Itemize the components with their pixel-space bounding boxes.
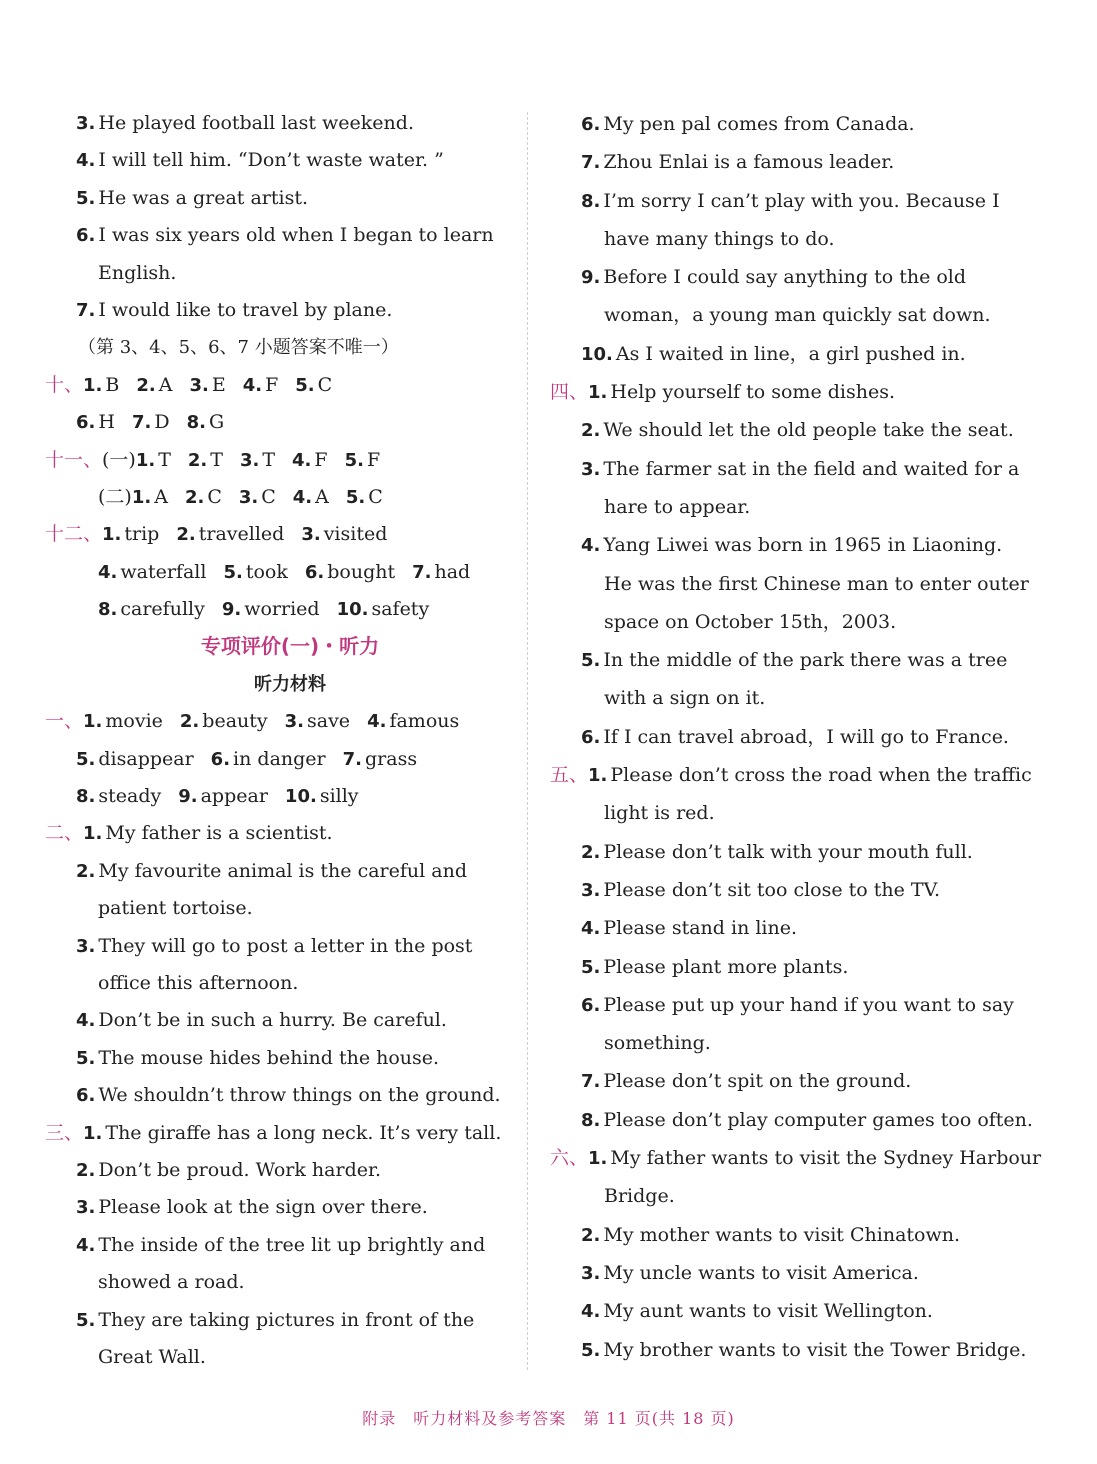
text-span: Don’t be in such a hurry. Be careful. bbox=[98, 1009, 447, 1032]
answer-line bbox=[45, 142, 505, 179]
item-number: 4. bbox=[292, 486, 313, 508]
text-span: save bbox=[307, 710, 351, 733]
item-number: 4. bbox=[581, 535, 601, 557]
text-span: office this afternoon. bbox=[98, 971, 299, 994]
text-span: Please put up your hand if you want to say bbox=[603, 993, 1014, 1016]
text-span: A bbox=[154, 485, 168, 508]
text-span: trip bbox=[124, 523, 160, 546]
text-span: light is red. bbox=[604, 802, 715, 825]
text-span: The farmer sat in the field and waited for a bbox=[603, 457, 1020, 480]
item-number: 6. bbox=[581, 726, 601, 748]
item-number: 1. bbox=[588, 1148, 608, 1170]
item-number: 8. bbox=[186, 412, 206, 434]
item-number: 8. bbox=[98, 599, 118, 621]
item-number: 6. bbox=[76, 412, 96, 434]
item-number: 5. bbox=[223, 561, 243, 583]
text-span: D bbox=[154, 411, 170, 434]
item-number: 3. bbox=[238, 486, 259, 508]
item-number: 6. bbox=[581, 994, 601, 1016]
item-number: 4. bbox=[76, 1234, 96, 1256]
section-label: 五、 bbox=[550, 764, 589, 787]
section-10-row-1 bbox=[45, 367, 505, 404]
answer-line-cont bbox=[550, 565, 1029, 603]
text-span: In the middle of the park there was a tree bbox=[603, 649, 1008, 672]
item-number: 7. bbox=[76, 299, 96, 321]
answer-line bbox=[550, 450, 1020, 488]
answer-line bbox=[45, 928, 505, 965]
text-span: Please look at the sign over there. bbox=[98, 1196, 428, 1219]
text-span: We shouldn’t throw things on the ground. bbox=[98, 1084, 501, 1107]
item-number: 5. bbox=[344, 449, 364, 471]
item-number: 3. bbox=[76, 1197, 96, 1219]
answer-line bbox=[550, 718, 1012, 756]
item-number: 8. bbox=[581, 190, 601, 212]
part-1-row-3 bbox=[45, 778, 505, 815]
answer-line-cont bbox=[550, 603, 1012, 641]
item-number: 2. bbox=[179, 711, 200, 733]
answer-line-cont bbox=[550, 488, 1012, 526]
text-span: safety bbox=[371, 598, 430, 621]
text-span: Please don’t talk with your mouth full. bbox=[603, 840, 973, 863]
text-span: C bbox=[368, 485, 383, 508]
item-number: 3. bbox=[581, 1262, 601, 1284]
answer-line-cont bbox=[550, 296, 1012, 334]
section-title: 专项评价(一)・听力 bbox=[200, 634, 380, 659]
text-span: (一) bbox=[102, 448, 136, 471]
answer-line bbox=[45, 1189, 505, 1226]
item-number: 2. bbox=[76, 1159, 96, 1181]
answer-line-cont bbox=[45, 890, 505, 927]
text-span: My uncle wants to visit America. bbox=[603, 1261, 919, 1284]
item-number: 9. bbox=[221, 599, 242, 621]
text-span: G bbox=[208, 411, 225, 434]
part-1-row-2 bbox=[45, 741, 505, 778]
answer-line bbox=[550, 258, 1012, 296]
answer-line bbox=[550, 909, 1012, 947]
answer-line bbox=[550, 373, 1012, 411]
text-span: My favourite animal is the careful and bbox=[98, 859, 467, 882]
item-number: 2. bbox=[581, 420, 601, 442]
item-number: 2. bbox=[581, 1224, 601, 1246]
text-span: T bbox=[210, 448, 223, 471]
text-span: H bbox=[98, 411, 115, 434]
page-footer: 附录 听力材料及参考答案 第 11 页(共 18 页) bbox=[362, 1409, 735, 1428]
text-span: As I waited in line，a girl pushed in. bbox=[615, 342, 966, 365]
text-span: movie bbox=[105, 710, 163, 733]
item-number: 6. bbox=[76, 225, 96, 247]
item-number: 5. bbox=[76, 748, 96, 770]
answer-line bbox=[45, 217, 505, 254]
answer-line-cont bbox=[550, 220, 1012, 258]
text-span: patient tortoise. bbox=[98, 897, 253, 920]
text-span: C bbox=[317, 373, 333, 396]
answer-line-cont bbox=[550, 1024, 1012, 1062]
item-number: 2. bbox=[187, 449, 208, 471]
answer-line bbox=[45, 1302, 505, 1339]
text-span: My mother wants to visit Chinatown. bbox=[603, 1223, 961, 1246]
answer-line bbox=[550, 1254, 1012, 1292]
item-number: 7. bbox=[131, 412, 152, 434]
item-number: 10. bbox=[581, 343, 613, 365]
answer-line-cont bbox=[550, 1177, 1012, 1215]
item-number: 1. bbox=[135, 449, 156, 471]
item-number: 9. bbox=[178, 786, 198, 808]
answer-line bbox=[550, 105, 1012, 143]
item-number: 5. bbox=[581, 956, 601, 978]
answer-line-cont bbox=[45, 1339, 505, 1376]
answer-line bbox=[550, 833, 1012, 871]
item-number: 5. bbox=[581, 650, 601, 672]
text-span: I’m sorry I can’t play with you. Because I bbox=[603, 189, 1000, 212]
sub-title: 听力材料 bbox=[254, 673, 326, 695]
left-column bbox=[45, 105, 505, 1376]
text-span: A bbox=[315, 485, 329, 508]
item-number: 5. bbox=[345, 486, 366, 508]
item-number: 6. bbox=[76, 1085, 96, 1107]
item-number: 4. bbox=[367, 711, 387, 733]
section-12-row-2 bbox=[45, 554, 505, 591]
section-label: 三、 bbox=[45, 1121, 84, 1144]
text-span: Yang Liwei was born in 1965 in Liaoning. bbox=[603, 534, 1003, 557]
item-number: 7. bbox=[342, 748, 362, 770]
text-span: The inside of the tree lit up brightly and bbox=[98, 1233, 486, 1256]
item-number: 1. bbox=[102, 524, 122, 546]
text-span: They are taking pictures in front of the bbox=[98, 1308, 475, 1331]
text-span: Please don’t cross the road when the traffic bbox=[610, 764, 1032, 787]
section-10-row-2 bbox=[45, 404, 505, 441]
answer-line bbox=[550, 411, 1012, 449]
item-number: 4. bbox=[76, 150, 96, 172]
text-span: A bbox=[158, 373, 173, 396]
item-number: 4. bbox=[98, 561, 118, 583]
text-span: F bbox=[314, 448, 328, 471]
item-number: 2. bbox=[581, 841, 601, 863]
item-number: 4. bbox=[292, 449, 312, 471]
text-span: hare to appear. bbox=[604, 495, 751, 518]
text-span: We should let the old people take the seat. bbox=[603, 419, 1014, 442]
item-number: 4. bbox=[581, 1301, 601, 1323]
item-number: 4. bbox=[581, 918, 601, 940]
text-span: C bbox=[207, 485, 222, 508]
text-span: steady bbox=[98, 785, 162, 808]
section-11-row-2 bbox=[45, 479, 505, 516]
text-span: B bbox=[105, 373, 120, 396]
text-span: My brother wants to visit the Tower Bridge. bbox=[603, 1338, 1027, 1361]
text-span: Please don’t play computer games too often. bbox=[603, 1108, 1033, 1131]
text-span: famous bbox=[389, 710, 460, 733]
section-label: 二、 bbox=[45, 822, 84, 845]
answer-line bbox=[550, 526, 1012, 564]
answer-line bbox=[550, 1062, 1012, 1100]
text-span: My father is a scientist. bbox=[105, 822, 333, 845]
text-span: something. bbox=[604, 1032, 711, 1055]
item-number: 8. bbox=[76, 786, 96, 808]
answer-line bbox=[550, 986, 1012, 1024]
text-span: Don’t be proud. Work harder. bbox=[98, 1158, 382, 1181]
item-number: 1. bbox=[588, 765, 608, 787]
text-span: I was six years old when I began to learn bbox=[98, 224, 494, 247]
item-number: 3. bbox=[76, 113, 96, 134]
answer-line-cont bbox=[45, 255, 505, 292]
text-span: He played football last weekend. bbox=[98, 112, 414, 134]
answer-line bbox=[550, 1292, 1012, 1330]
item-number: 5. bbox=[76, 1047, 96, 1069]
section-11-row-1 bbox=[45, 442, 505, 479]
text-span: T bbox=[158, 448, 171, 471]
text-span: took bbox=[245, 560, 288, 583]
item-number: 1. bbox=[83, 711, 103, 733]
answer-line bbox=[45, 1115, 505, 1152]
item-number: 2. bbox=[176, 524, 196, 546]
answer-line bbox=[550, 641, 1012, 679]
item-number: 1. bbox=[588, 382, 608, 404]
item-number: 3. bbox=[284, 711, 304, 733]
answer-line bbox=[45, 1040, 505, 1077]
part-1-row-1 bbox=[45, 703, 505, 740]
text-span: F bbox=[366, 448, 381, 471]
answer-line bbox=[550, 1101, 1033, 1139]
item-number: 10. bbox=[284, 786, 317, 808]
item-number: 6. bbox=[210, 748, 231, 770]
text-span: He was a great artist. bbox=[98, 186, 309, 209]
text-span: (二) bbox=[98, 485, 132, 508]
text-span: Help yourself to some dishes. bbox=[610, 381, 895, 404]
answer-line-cont bbox=[550, 679, 1012, 717]
answer-line bbox=[550, 1139, 1042, 1177]
item-number: 10. bbox=[336, 599, 369, 621]
item-number: 5. bbox=[581, 1339, 601, 1361]
text-span: visited bbox=[323, 523, 388, 546]
answer-line bbox=[45, 180, 505, 217]
answer-line-cont bbox=[45, 965, 505, 1002]
text-span: English. bbox=[98, 261, 177, 284]
answer-line bbox=[550, 1216, 1012, 1254]
item-number: 4. bbox=[76, 1010, 96, 1032]
item-number: 7. bbox=[581, 1071, 601, 1093]
right-column bbox=[550, 105, 1042, 1369]
item-number: 6. bbox=[581, 114, 601, 135]
answer-line bbox=[45, 1077, 505, 1114]
text-span: I would like to travel by plane. bbox=[98, 298, 393, 321]
text-span: Great Wall. bbox=[98, 1345, 206, 1368]
text-span: carefully bbox=[120, 598, 205, 621]
item-number: 7. bbox=[412, 561, 432, 583]
item-number: 6. bbox=[304, 561, 325, 583]
item-number: 1. bbox=[131, 486, 152, 508]
text-span: The mouse hides behind the house. bbox=[98, 1046, 440, 1069]
section-label: 十一、 bbox=[45, 448, 103, 471]
item-number: 8. bbox=[581, 1109, 601, 1131]
text-span: woman，a young man quickly sat down. bbox=[604, 304, 991, 327]
answer-line-cont bbox=[550, 794, 1012, 832]
text-span: had bbox=[434, 560, 471, 583]
item-number: 4. bbox=[242, 374, 263, 396]
text-span: space on October 15th，2003. bbox=[604, 610, 897, 633]
text-span: Please plant more plants. bbox=[603, 955, 849, 978]
item-number: 3. bbox=[189, 374, 209, 396]
text-span: I will tell him. “Don’t waste water. ” bbox=[98, 149, 444, 172]
answer-line bbox=[45, 815, 505, 852]
answer-line bbox=[45, 1152, 505, 1189]
text-span: beauty bbox=[202, 710, 268, 733]
note: （第 3、4、5、6、7 小题答案不唯一） bbox=[78, 337, 399, 359]
text-span: Please stand in line. bbox=[603, 917, 798, 940]
text-span: The giraffe has a long neck. It’s very tall. bbox=[105, 1121, 502, 1144]
text-span: Please don’t sit too close to the TV. bbox=[603, 878, 941, 901]
text-span: Please don’t spit on the ground. bbox=[603, 1070, 912, 1093]
item-number: 9. bbox=[581, 267, 601, 289]
item-number: 2. bbox=[136, 374, 156, 396]
text-span: Before I could say anything to the old bbox=[603, 266, 967, 289]
item-number: 2. bbox=[76, 860, 96, 882]
column-divider bbox=[527, 112, 528, 1370]
answer-line bbox=[550, 871, 1012, 909]
answer-line bbox=[550, 143, 1012, 181]
text-span: silly bbox=[319, 785, 359, 808]
answer-line bbox=[45, 853, 505, 890]
answer-line bbox=[550, 948, 1012, 986]
section-label: 四、 bbox=[550, 381, 589, 404]
answer-line-cont bbox=[45, 1264, 505, 1301]
item-number: 3. bbox=[581, 458, 601, 480]
text-span: If I can travel abroad，I will go to France. bbox=[603, 725, 1009, 748]
text-span: worried bbox=[244, 598, 320, 621]
text-span: Bridge. bbox=[604, 1185, 675, 1208]
text-span: T bbox=[262, 448, 276, 471]
section-label: 六、 bbox=[550, 1147, 589, 1170]
answer-line bbox=[550, 1331, 1027, 1369]
item-number: 1. bbox=[83, 374, 103, 396]
section-12-row-3 bbox=[45, 591, 505, 628]
item-number: 5. bbox=[76, 187, 96, 209]
answer-line bbox=[550, 182, 1012, 220]
text-span: C bbox=[261, 485, 276, 508]
text-span: waterfall bbox=[120, 560, 207, 583]
section-label: 一、 bbox=[45, 710, 84, 733]
text-span: travelled bbox=[198, 523, 285, 546]
text-span: disappear bbox=[98, 747, 194, 770]
section-label: 十、 bbox=[45, 373, 84, 396]
text-span: have many things to do. bbox=[604, 227, 835, 250]
item-number: 1. bbox=[83, 1122, 103, 1144]
text-span: bought bbox=[327, 560, 396, 583]
text-span: appear bbox=[200, 785, 268, 808]
item-number: 1. bbox=[83, 823, 103, 845]
text-span: My aunt wants to visit Wellington. bbox=[603, 1300, 933, 1323]
text-span: showed a road. bbox=[98, 1271, 245, 1294]
section-label: 十二、 bbox=[45, 523, 103, 546]
answer-line bbox=[550, 756, 1032, 794]
answer-line bbox=[45, 1227, 505, 1264]
text-span: My pen pal comes from Canada. bbox=[603, 113, 915, 135]
item-number: 3. bbox=[76, 935, 96, 957]
item-number: 3. bbox=[239, 449, 260, 471]
answer-line bbox=[45, 105, 505, 142]
text-span: My father wants to visit the Sydney Harbour bbox=[610, 1147, 1042, 1170]
item-number: 5. bbox=[295, 374, 315, 396]
item-number: 3. bbox=[301, 524, 321, 546]
text-span: with a sign on it. bbox=[604, 687, 766, 710]
item-number: 7. bbox=[581, 152, 601, 174]
text-span: They will go to post a letter in the post bbox=[98, 934, 473, 957]
text-span: Zhou Enlai is a famous leader. bbox=[603, 151, 895, 174]
item-number: 2. bbox=[184, 486, 205, 508]
answer-line bbox=[550, 335, 1012, 373]
text-span: E bbox=[211, 373, 226, 396]
answer-line bbox=[45, 292, 505, 329]
answer-line bbox=[45, 1002, 505, 1039]
text-span: in danger bbox=[233, 747, 326, 770]
section-12-row-1 bbox=[45, 516, 505, 553]
text-span: grass bbox=[365, 747, 418, 770]
item-number: 3. bbox=[581, 879, 601, 901]
text-span: He was the first Chinese man to enter outer bbox=[604, 572, 1029, 595]
item-number: 5. bbox=[76, 1309, 96, 1331]
text-span: F bbox=[265, 373, 279, 396]
